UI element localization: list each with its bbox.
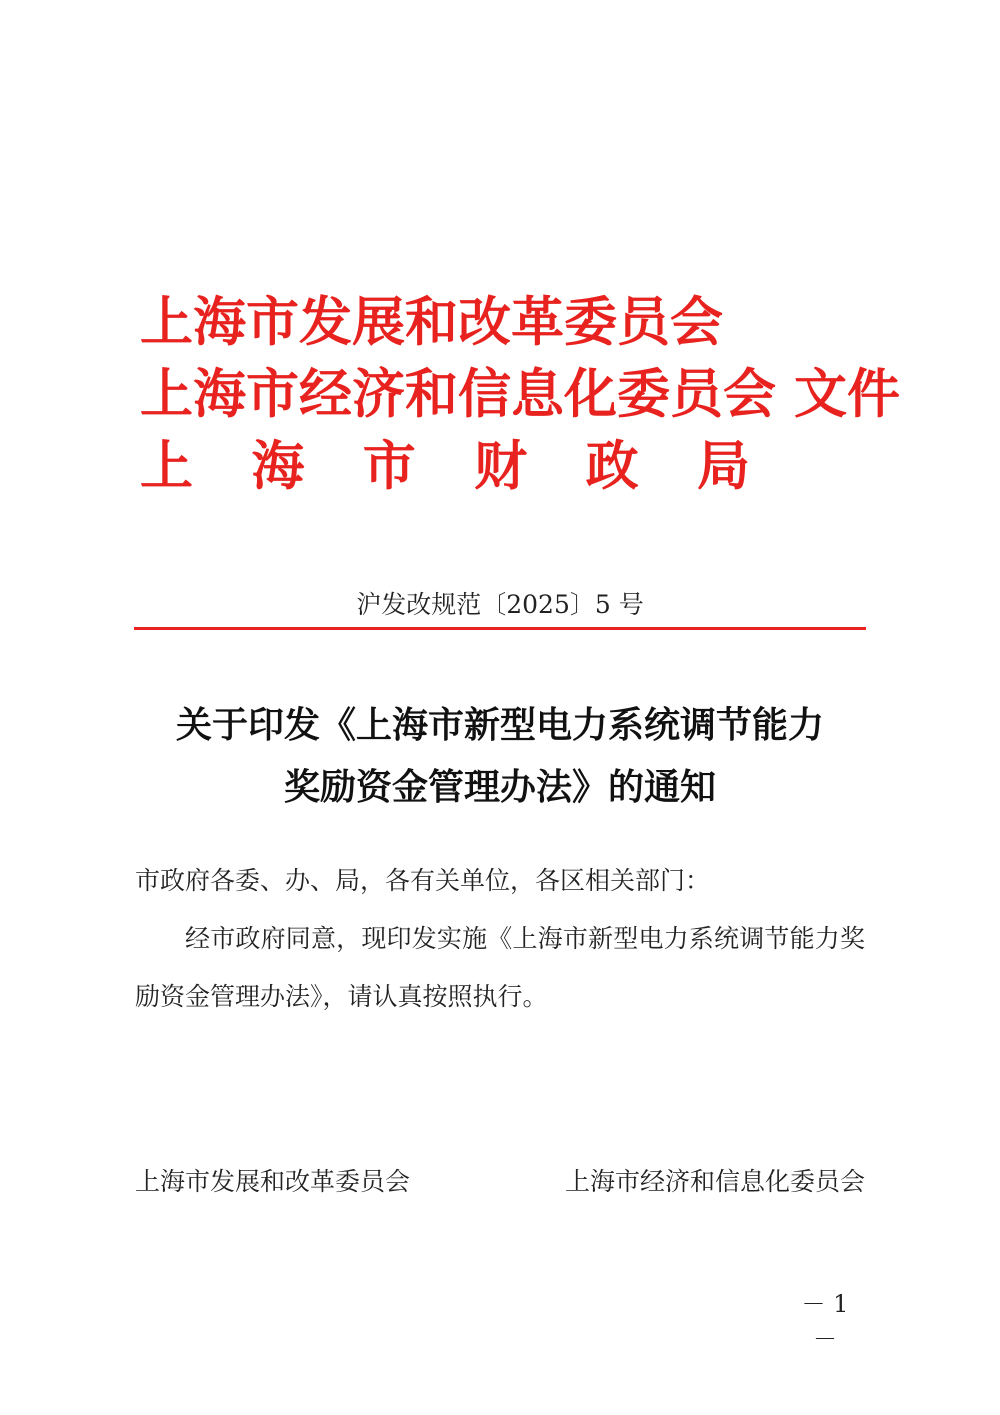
issuer-economy-it: 上海市经济和信息化委员会 [140,363,776,425]
issuer-finance-char: 海 [251,435,305,497]
signature-right: 上海市经济和信息化委员会 [564,1167,865,1196]
issuer-line-2 [140,354,900,426]
document-title [100,694,900,818]
issuer-finance-char: 上 [140,435,193,497]
page-number: － 1 － [801,1290,849,1353]
body-paragraph: 经市政府同意，现印发实施《上海市新型电力系统调节能力奖励资金管理办法》，请认真按照执行。 [135,924,865,1011]
document-body [135,852,865,1026]
issuer-ndrc: 上海市发展和改革委员会 [140,291,723,353]
issuer-finance-char: 市 [362,435,416,497]
issuer-line-3 [140,426,900,498]
issuer-line-1 [140,282,900,354]
issuer-header [140,282,900,498]
title-line-1: 关于印发《上海市新型电力系统调节能力 [175,704,824,746]
issuer-finance [140,424,750,500]
salutation: 市政府各委、办、局，各有关单位，各区相关部门： [135,866,711,895]
document-number: 沪发改规范〔2025〕5 号 [356,590,644,619]
issuer-finance-char: 财 [474,435,528,497]
issuer-finance-char: 政 [585,435,639,497]
signature-block [135,1162,865,1198]
title-line-2: 奖励资金管理办法》的通知 [283,766,716,808]
red-divider-rule [134,627,866,630]
document-type-label: 文件 [794,363,900,425]
signature-left: 上海市发展和改革委员会 [135,1167,411,1196]
issuer-finance-char: 局 [696,435,750,497]
